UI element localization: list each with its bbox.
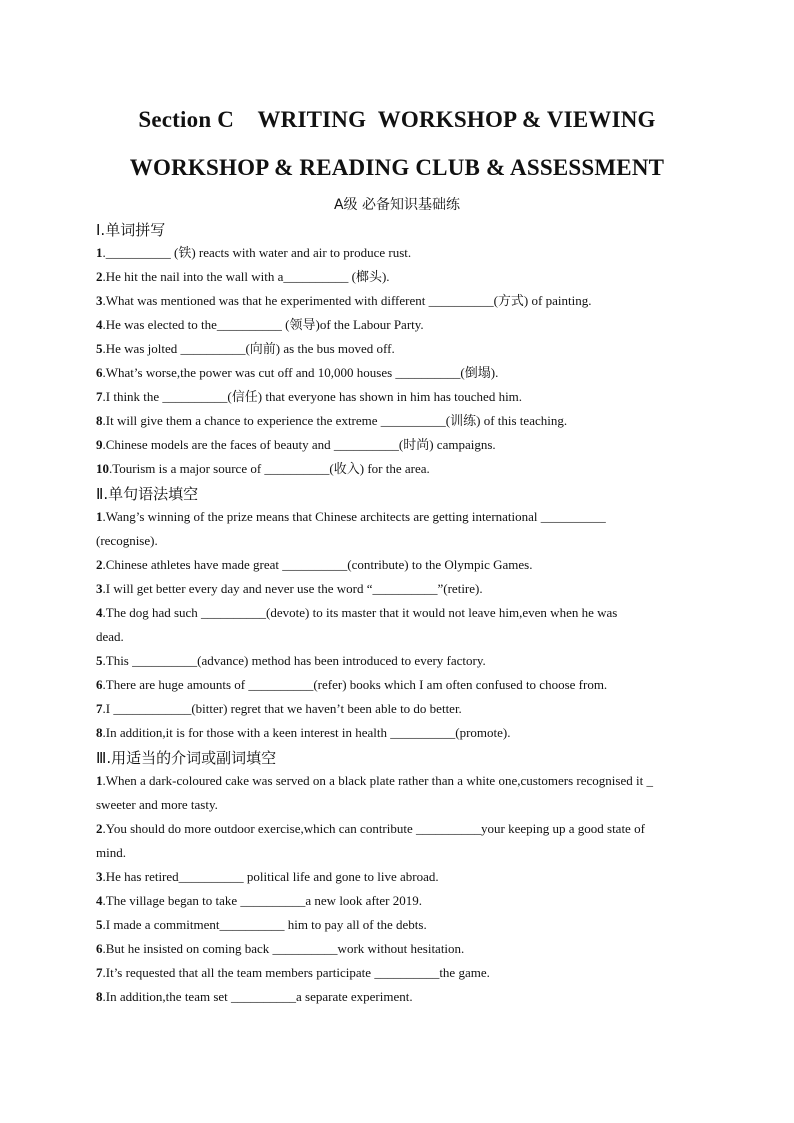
question-continuation: sweeter and more tasty. [96,797,218,812]
question-continuation: mind. [96,845,126,860]
question-number: 8 [96,413,103,428]
question-text: .When a dark-coloured cake was served on a black plate rather than a white one,customers recognised it _ [102,773,653,788]
question-number: 1 [96,773,103,788]
question-text: .He hit the nail into the wall with a__________ (榔头). [102,269,390,284]
question-item [96,701,462,717]
question-text: .But he insisted on coming back __________work without hesitation. [102,941,465,956]
question-item [96,773,653,789]
question-text: .He has retired__________ political life and gone to live abroad. [102,869,439,884]
question-number: 5 [96,917,103,932]
question-item [96,269,390,285]
question-text: .What was mentioned was that he experimented with different __________(方式) of painting. [102,293,592,308]
question-item [96,893,422,909]
question-number: 1 [96,509,103,524]
question-text: .The dog had such __________(devote) to its master that it would not leave him,even when he was [102,605,618,620]
question-item [96,989,413,1005]
section-heading-3: Ⅲ.用适当的介词或副词填空 [96,749,277,767]
question-number: 3 [96,293,103,308]
question-item [96,365,498,381]
question-number: 6 [96,365,103,380]
question-number: 10 [96,461,109,476]
question-item [96,509,606,525]
question-text: .In addition,it is for those with a keen interest in health __________(promote). [102,725,511,740]
level-subtitle: A级 必备知识基础练 [333,197,461,213]
question-text: .He was jolted __________(向前) as the bus moved off. [102,341,395,356]
question-text: .Tourism is a major source of __________(收入) for the area. [109,461,430,476]
question-number: 2 [96,821,103,836]
question-text: .I think the __________(信任) that everyone has shown in him has touched him. [102,389,523,404]
question-item [96,581,483,597]
question-text: .It will give them a chance to experience the extreme __________(训练) of this teaching. [102,413,568,428]
question-number: 4 [96,317,103,332]
question-item [96,653,486,669]
question-number: 7 [96,701,103,716]
question-number: 3 [96,581,103,596]
question-text: .What’s worse,the power was cut off and 10,000 houses __________(倒塌). [102,365,499,380]
question-text: .I ____________(bitter) regret that we haven’t been able to do better. [102,701,462,716]
page-title-line-1: Section C WRITING WORKSHOP & VIEWING [138,107,656,132]
question-text: .In addition,the team set __________a separate experiment. [102,989,413,1004]
question-number: 2 [96,557,103,572]
question-number: 9 [96,437,103,452]
question-text: .This __________(advance) method has been introduced to every factory. [102,653,486,668]
question-text: .I made a commitment__________ him to pay all of the debts. [102,917,427,932]
question-continuation: (recognise). [96,533,158,548]
question-number: 6 [96,941,103,956]
question-item [96,725,510,741]
section-heading-2: Ⅱ.单句语法填空 [96,485,199,503]
question-number: 8 [96,725,103,740]
section-heading-1: Ⅰ.单词拼写 [96,221,166,239]
question-text: .He was elected to the__________ (领导)of the Labour Party. [102,317,424,332]
question-text: .I will get better every day and never use the word “__________”(retire). [102,581,483,596]
question-item [96,557,532,573]
question-item [96,341,395,357]
question-item [96,917,427,933]
question-number: 5 [96,653,103,668]
question-item [96,245,411,261]
question-text: .The village began to take __________a new look after 2019. [102,893,422,908]
question-number: 4 [96,605,103,620]
question-number: 7 [96,389,103,404]
question-text: .Wang’s winning of the prize means that Chinese architects are getting international __________ [102,509,606,524]
question-text: .It’s requested that all the team members participate __________the game. [102,965,490,980]
question-text: .__________ (铁) reacts with water and air to produce rust. [102,245,412,260]
question-number: 8 [96,989,103,1004]
question-item [96,941,464,957]
question-text: .You should do more outdoor exercise,which can contribute __________your keeping up a good state of [102,821,645,836]
question-item [96,293,591,309]
question-number: 7 [96,965,103,980]
question-item [96,437,496,453]
question-item [96,965,490,981]
question-item [96,821,645,837]
question-text: .Chinese models are the faces of beauty and __________(时尚) campaigns. [102,437,496,452]
question-item [96,317,424,333]
question-item [96,389,522,405]
question-number: 1 [96,245,103,260]
question-text: .There are huge amounts of __________(refer) books which I am often confused to choose from. [102,677,608,692]
question-item [96,869,439,885]
question-item [96,461,430,477]
page-title-line-2: WORKSHOP & READING CLUB & ASSESSMENT [129,155,665,180]
question-text: .Chinese athletes have made great __________(contribute) to the Olympic Games. [102,557,533,572]
question-item [96,605,617,621]
question-number: 3 [96,869,103,884]
question-number: 2 [96,269,103,284]
question-item [96,677,607,693]
question-number: 4 [96,893,103,908]
question-number: 5 [96,341,103,356]
question-continuation: dead. [96,629,124,644]
question-item [96,413,567,429]
question-number: 6 [96,677,103,692]
